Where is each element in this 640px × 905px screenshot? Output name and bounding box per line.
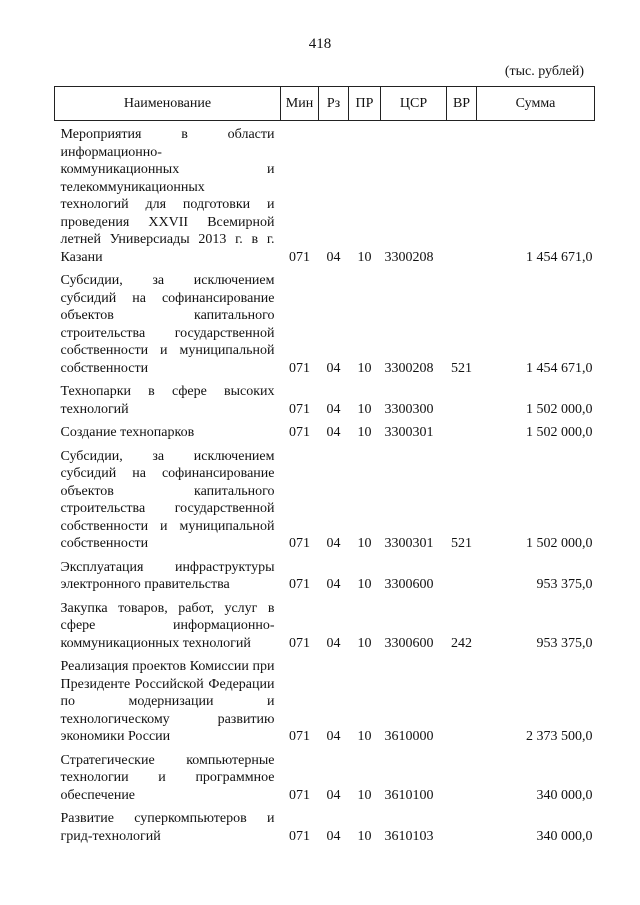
table-row [55,746,595,805]
page-number: 418 [308,36,332,52]
row-min: 071 [289,577,310,592]
row-vr [447,121,477,267]
row-name: Закупка товаров, работ, услуг в сфере информационно-коммуникационных технологий [60,600,275,651]
row-sum: 1 502 000,0 [526,536,593,551]
row-pr: 10 [357,577,372,592]
row-sum: 953 375,0 [536,577,593,592]
table-row [55,377,595,418]
row-vr [447,746,477,805]
row-name: Мероприятия в области информационно-коммуникационных и телекоммуникационных технологий для подготовки и проведения XXVII Всемирной летней Универсиады 2013 г. в г. Казани [60,127,275,265]
header-csr: ЦСР [381,87,447,121]
row-csr: 3300300 [384,401,434,417]
row-vr [447,804,477,845]
row-csr: 3300208 [384,360,434,376]
row-csr: 3300301 [384,425,434,440]
row-rz: 04 [326,249,341,265]
row-name: Создание технопарков [60,425,195,440]
row-name: Эксплуатация инфраструктуры электронного правительства [60,559,275,592]
row-pr: 10 [357,536,372,551]
row-sum: 1 454 671,0 [526,249,593,265]
row-pr: 10 [357,729,372,744]
row-pr: 10 [357,401,372,417]
row-rz: 04 [326,828,341,844]
row-vr [447,652,477,746]
row-name: Реализация проектов Комиссии при Президенте Российской Федерации по модернизации и технологическому развитию экономики России [60,659,275,744]
row-min: 071 [289,360,310,376]
row-csr: 3300600 [384,635,434,651]
row-rz: 04 [326,536,341,551]
row-rz: 04 [326,401,341,417]
table-row [55,442,595,553]
table-row [55,652,595,746]
row-sum: 1 502 000,0 [526,425,593,440]
row-name: Развитие суперкомпьютеров и грид-технологий [60,811,275,844]
header-min: Мин [281,87,319,121]
row-pr: 10 [357,787,372,803]
row-vr [447,418,477,442]
row-sum: 1 454 671,0 [526,360,593,376]
row-min: 071 [289,401,310,417]
row-vr [447,553,477,594]
row-pr: 10 [357,249,372,265]
row-csr: 3300600 [384,577,434,592]
row-vr [447,377,477,418]
row-pr: 10 [357,425,372,440]
row-sum: 340 000,0 [536,787,593,803]
budget-table [54,86,595,845]
row-vr: 521 [451,536,472,551]
row-pr: 10 [357,828,372,844]
row-min: 071 [289,536,310,551]
row-sum: 953 375,0 [536,635,593,651]
row-vr: 242 [451,635,472,651]
row-vr: 521 [451,360,472,376]
table-row [55,121,595,267]
header-pr: ПР [349,87,381,121]
row-rz: 04 [326,635,341,651]
row-rz: 04 [326,425,341,440]
table-body [55,121,595,846]
row-pr: 10 [357,360,372,376]
row-rz: 04 [326,787,341,803]
table-row [55,594,595,653]
row-sum: 1 502 000,0 [526,401,593,417]
row-sum: 2 373 500,0 [526,729,593,744]
row-min: 071 [289,729,310,744]
header-vr: ВР [447,87,477,121]
row-csr: 3300208 [384,249,434,265]
header-rz: Рз [319,87,349,121]
row-csr: 3610103 [384,828,434,844]
row-csr: 3610000 [384,729,434,744]
row-rz: 04 [326,360,341,376]
table-row [55,553,595,594]
row-name: Стратегические компьютерные технологии и программное обеспечение [60,752,275,803]
row-name: Субсидии, за исключением субсидий на софинансирование объектов капитального строительства государственной собственности и муниципальной собственности [60,448,275,551]
table-row [55,266,595,377]
row-min: 071 [289,425,310,440]
row-name: Технопарки в сфере высоких технологий [60,384,275,417]
row-csr: 3300301 [384,536,434,551]
row-pr: 10 [357,635,372,651]
row-min: 071 [289,635,310,651]
row-min: 071 [289,249,310,265]
row-min: 071 [289,828,310,844]
table-row [55,418,595,442]
table-header-row [55,87,595,121]
row-sum: 340 000,0 [536,828,593,844]
header-sum: Сумма [477,87,595,121]
row-csr: 3610100 [384,787,434,803]
row-min: 071 [289,787,310,803]
row-rz: 04 [326,577,341,592]
header-name: Наименование [55,87,281,121]
table-row [55,804,595,845]
units-label: (тыс. рублей) [504,64,584,79]
row-name: Субсидии, за исключением субсидий на софинансирование объектов капитального строительства государственной собственности и муниципальной собственности [60,273,275,376]
row-rz: 04 [326,729,341,744]
